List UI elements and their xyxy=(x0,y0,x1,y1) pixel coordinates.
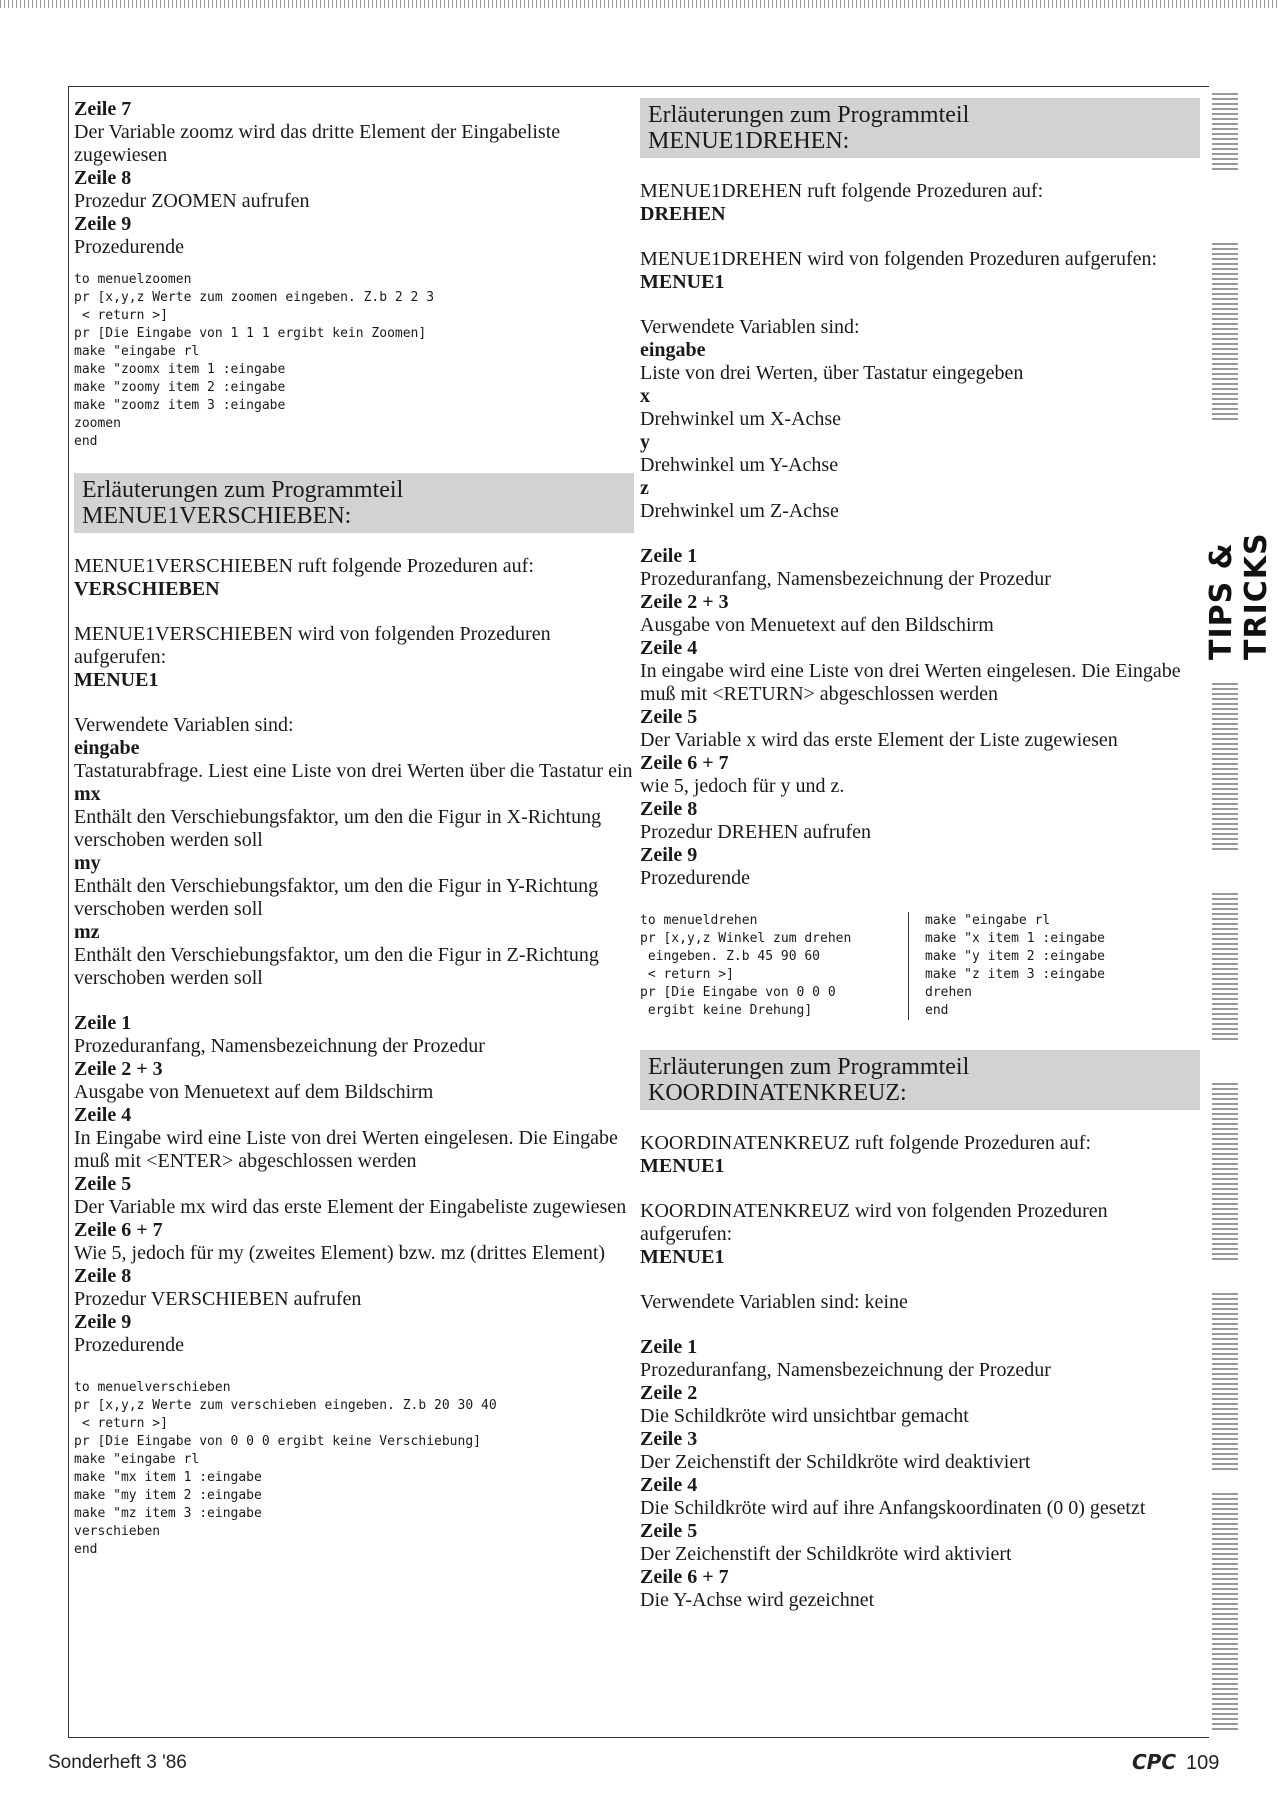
side-band xyxy=(1212,1080,1238,1260)
item-text: Verwendete Variablen sind: xyxy=(640,316,860,338)
item-text: Drehwinkel um Y-Achse xyxy=(640,454,839,476)
item-heading: Zeile 3 xyxy=(640,1428,698,1450)
calls-procedure: VERSCHIEBEN xyxy=(74,578,220,600)
item-text: Prozedur DREHEN aufrufen xyxy=(640,821,872,843)
section-title-line-2: MENUE1DREHEN: xyxy=(648,128,850,154)
footer-issue: Sonderheft 3 '86 xyxy=(48,1752,187,1773)
item-heading: Zeile 9 xyxy=(74,213,132,235)
calledby-procedure: MENUE1 xyxy=(640,271,725,293)
item-text: Prozedurende xyxy=(74,236,184,258)
item-text: Enthält den Verschiebungsfaktor, um den die Figur in Y-Richtung verschoben werden soll xyxy=(74,875,599,920)
k-calledby-text: KOORDINATENKREUZ wird von folgenden Prozeduren aufgerufen: xyxy=(640,1200,1108,1245)
item-heading: y xyxy=(640,431,650,453)
section-title-line-1: Erläuterungen zum Programmteil xyxy=(648,102,970,128)
footer-page xyxy=(1132,1750,1219,1775)
page-number: 109 xyxy=(1186,1752,1220,1774)
k-calls-procedure: MENUE1 xyxy=(640,1155,725,1177)
item-heading: eingabe xyxy=(74,737,140,759)
section-title-line-2: MENUE1VERSCHIEBEN: xyxy=(82,503,352,529)
section-header-drehen xyxy=(640,98,1200,158)
side-band xyxy=(1212,90,1238,170)
item-text: Prozeduranfang, Namensbezeichnung der Prozedur xyxy=(74,1035,485,1057)
top-dot-border xyxy=(0,0,1280,8)
item-heading: z xyxy=(640,477,649,499)
section-title-line-2: KOORDINATENKREUZ: xyxy=(648,1080,907,1106)
calls-procedure: DREHEN xyxy=(640,203,726,225)
item-heading: Zeile 4 xyxy=(640,1474,698,1496)
item-text: Der Variable mx wird das erste Element der Eingabeliste zugewiesen xyxy=(74,1196,627,1218)
calls-text: MENUE1VERSCHIEBEN ruft folgende Prozeduren auf: xyxy=(74,555,534,577)
side-band xyxy=(1212,240,1238,420)
code-menuelverschieben: to menuelverschieben pr [x,y,z Werte zum verschieben eingeben. Z.b 20 30 40 < return >] pr [Die Eingabe von 0 0 0 ergibt keine Verschiebung] make "eingabe rl make "mx item 1 :eingabe make "my item 2 :eingabe make "mz item 3 :eingabe verschieben end xyxy=(74,1380,497,1557)
code-menueldrehen-part-2: make "eingabe rl make "x item 1 :eingabe make "y item 2 :eingabe make "z item 3 :eingabe drehen end xyxy=(925,913,1106,1018)
left-column xyxy=(74,98,634,1559)
item-text: Prozedur VERSCHIEBEN aufrufen xyxy=(74,1288,362,1310)
item-heading: Zeile 4 xyxy=(640,637,698,659)
item-text: Der Variable x wird das erste Element der Liste zugewiesen xyxy=(640,729,1118,751)
item-heading: mx xyxy=(74,783,101,805)
item-text: Liste von drei Werten, über Tastatur eingegeben xyxy=(640,362,1024,384)
side-tips-label-box xyxy=(1204,440,1274,660)
section-title-line-1: Erläuterungen zum Programmteil xyxy=(82,477,404,503)
side-band xyxy=(1212,1490,1238,1730)
item-heading: x xyxy=(640,385,650,407)
variables-list xyxy=(640,316,1200,523)
item-text: wie 5, jedoch für y und z. xyxy=(640,775,845,797)
item-text: Prozedur ZOOMEN aufrufen xyxy=(74,190,310,212)
variables-list xyxy=(74,714,634,990)
item-text: Prozedurende xyxy=(74,1334,184,1356)
item-text: Die Y-Achse wird gezeichnet xyxy=(640,1589,875,1611)
line-notes xyxy=(640,545,1200,890)
item-heading: Zeile 5 xyxy=(640,706,698,728)
item-heading: eingabe xyxy=(640,339,706,361)
item-text: In Eingabe wird eine Liste von drei Werten eingelesen. Die Eingabe muß mit <ENTER> abgeschlossen werden xyxy=(74,1127,618,1172)
side-category-strip xyxy=(1204,90,1244,1740)
item-text: Die Schildkröte wird auf ihre Anfangskoordinaten (0 0) gesetzt xyxy=(640,1497,1146,1519)
item-heading: Zeile 2 + 3 xyxy=(640,591,729,613)
item-heading: Zeile 5 xyxy=(74,1173,132,1195)
section-header-verschieben xyxy=(74,473,634,533)
item-heading: Zeile 2 + 3 xyxy=(74,1058,163,1080)
item-text: Enthält den Verschiebungsfaktor, um den die Figur in X-Richtung verschoben werden soll xyxy=(74,806,602,851)
right-column xyxy=(640,98,1200,1612)
item-heading: Zeile 9 xyxy=(640,844,698,866)
section-title-line-1: Erläuterungen zum Programmteil xyxy=(648,1054,970,1080)
item-text: Prozeduranfang, Namensbezeichnung der Prozedur xyxy=(640,1359,1051,1381)
item-heading: mz xyxy=(74,921,100,943)
calledby-text: MENUE1VERSCHIEBEN wird von folgenden Prozeduren aufgerufen: xyxy=(74,623,551,668)
item-text: Tastaturabfrage. Liest eine Liste von drei Werten über die Tastatur ein xyxy=(74,760,633,782)
item-text: Verwendete Variablen sind: xyxy=(74,714,294,736)
item-text: Der Zeichenstift der Schildkröte wird aktiviert xyxy=(640,1543,1012,1565)
calledby-text: MENUE1DREHEN wird von folgenden Prozeduren aufgerufen: xyxy=(640,248,1158,270)
item-heading: Zeile 8 xyxy=(74,1265,132,1287)
zoom-line-notes xyxy=(74,98,634,259)
item-text: Die Schildkröte wird unsichtbar gemacht xyxy=(640,1405,969,1427)
line-notes xyxy=(74,1012,634,1357)
code-menueldrehen-part-1: to menueldrehen pr [x,y,z Winkel zum drehen eingeben. Z.b 45 90 60 < return >] pr [Die Eingabe von 0 0 0 ergibt keine Drehung] xyxy=(640,912,909,1020)
k-variables-text: Verwendete Variablen sind: keine xyxy=(640,1291,908,1313)
item-text: Drehwinkel um X-Achse xyxy=(640,408,842,430)
item-heading: Zeile 8 xyxy=(640,798,698,820)
item-heading: Zeile 6 + 7 xyxy=(640,1566,729,1588)
item-heading: Zeile 8 xyxy=(74,167,132,189)
item-heading: Zeile 9 xyxy=(74,1311,132,1333)
code-menueldrehen xyxy=(640,912,1200,1020)
item-heading: my xyxy=(74,852,101,874)
k-calledby-procedure: MENUE1 xyxy=(640,1246,725,1268)
k-calls-text: KOORDINATENKREUZ ruft folgende Prozeduren auf: xyxy=(640,1132,1091,1154)
calledby-procedure: MENUE1 xyxy=(74,669,159,691)
item-text: Wie 5, jedoch für my (zweites Element) bzw. mz (drittes Element) xyxy=(74,1242,606,1264)
item-heading: Zeile 6 + 7 xyxy=(640,752,729,774)
side-band xyxy=(1212,680,1238,850)
side-band xyxy=(1212,1290,1238,1470)
item-heading: Zeile 4 xyxy=(74,1104,132,1126)
item-heading: Zeile 1 xyxy=(74,1012,132,1034)
item-text: Prozedurende xyxy=(640,867,750,889)
section-header-koordinatenkreuz xyxy=(640,1050,1200,1110)
item-heading: Zeile 1 xyxy=(640,545,698,567)
item-text: Der Zeichenstift der Schildkröte wird deaktiviert xyxy=(640,1451,1031,1473)
calls-text: MENUE1DREHEN ruft folgende Prozeduren auf: xyxy=(640,180,1044,202)
side-band xyxy=(1212,890,1238,1040)
magazine-logo: CPC xyxy=(1132,1750,1177,1774)
item-text: Ausgabe von Menuetext auf den Bildschirm xyxy=(640,614,994,636)
side-tips-label: TIPS & TRICKS xyxy=(1204,532,1274,660)
code-menuelzoomen: to menuelzoomen pr [x,y,z Werte zum zoomen eingeben. Z.b 2 2 3 < return >] pr [Die Eingabe von 1 1 1 ergibt kein Zoomen] make "eingabe rl make "zoomx item 1 :eingabe make "zoomy item 2 :eingabe make "zoomz item 3 :eingabe zoomen end xyxy=(74,272,435,449)
item-heading: Zeile 1 xyxy=(640,1336,698,1358)
item-text: Drehwinkel um Z-Achse xyxy=(640,500,839,522)
item-text: Prozeduranfang, Namensbezeichnung der Prozedur xyxy=(640,568,1051,590)
item-text: In eingabe wird eine Liste von drei Werten eingelesen. Die Eingabe muß mit <RETURN> abgeschlossen werden xyxy=(640,660,1181,705)
item-heading: Zeile 2 xyxy=(640,1382,698,1404)
item-text: Ausgabe von Menuetext auf dem Bildschirm xyxy=(74,1081,434,1103)
item-heading: Zeile 6 + 7 xyxy=(74,1219,163,1241)
k-line-notes xyxy=(640,1336,1200,1612)
item-heading: Zeile 5 xyxy=(640,1520,698,1542)
item-text: Enthält den Verschiebungsfaktor, um den die Figur in Z-Richtung verschoben werden soll xyxy=(74,944,599,989)
item-heading: Zeile 7 xyxy=(74,98,132,120)
item-text: Der Variable zoomz wird das dritte Element der Eingabeliste zugewiesen xyxy=(74,121,561,166)
